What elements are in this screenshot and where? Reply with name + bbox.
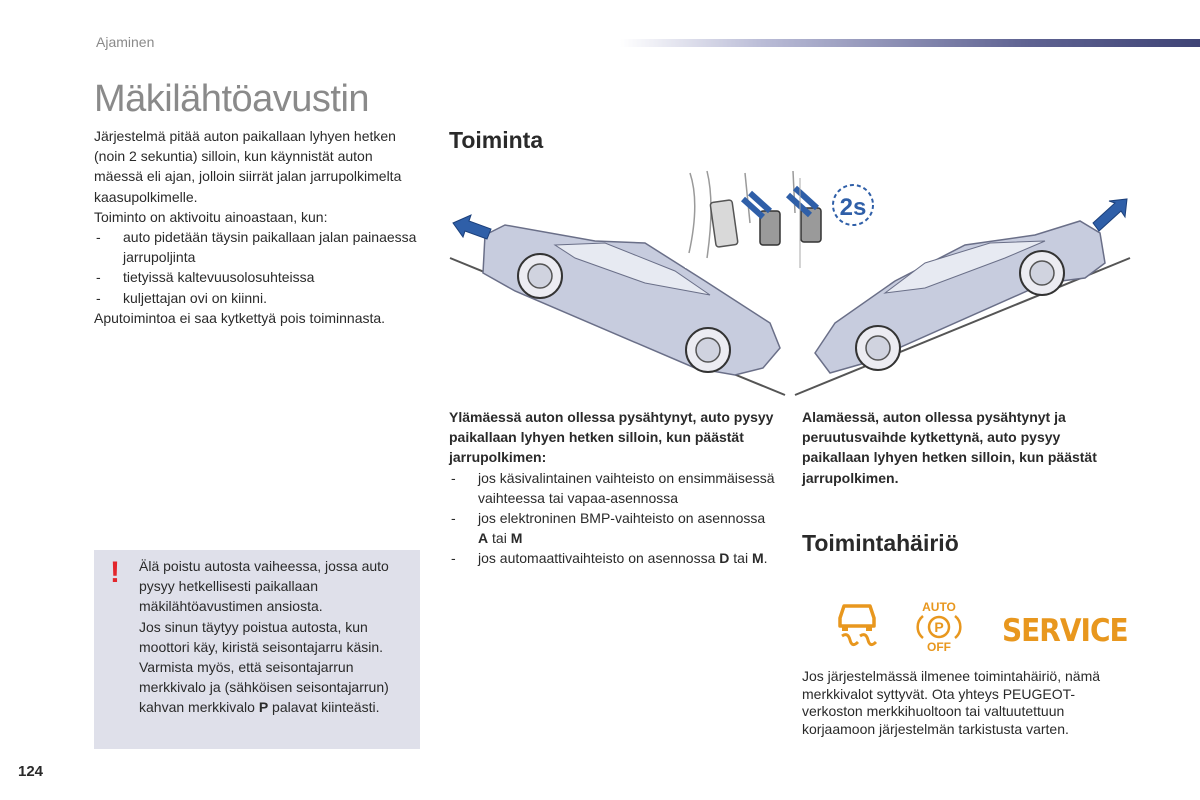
- uphill-item: - jos elektroninen BMP-vaihteisto on asennossa A tai M: [449, 508, 779, 548]
- timer-label: 2s: [839, 194, 867, 221]
- intro-paragraph-2: Toiminto on aktivoitu ainoastaan, kun:: [94, 208, 328, 225]
- section-heading-toimintahairio: Toimintahäiriö: [802, 530, 959, 556]
- fault-text: Jos järjestelmässä ilmenee toimintahäiriö, nämä merkkivalot syttyvät. Ota yhteys PEUGEOT-verkoston merkkihuoltoon tai valtuutettuun korjaamoon järjestelmän tarkistusta varten.: [802, 668, 1101, 737]
- warning-line-2: Jos sinun täytyy poistua autosta, kun moottori käy, kiristä seisontajarru käsin. Varmista myös, että seisontajarrun merkkivalo ja (sähköisen seisontajarrun) kahvan merkkivalo P palavat kiinteästi.: [139, 618, 389, 716]
- section-title: Ajaminen: [96, 34, 155, 50]
- section-heading-toiminta: Toiminta: [449, 127, 544, 153]
- exclamation-icon: !: [110, 556, 120, 589]
- off-label: OFF: [927, 640, 951, 652]
- condition-item: - auto pidetään täysin paikallaan jalan painaessa jarrupoljinta: [94, 227, 424, 267]
- skid-car-icon: [834, 602, 880, 648]
- intro-text: [94, 126, 424, 328]
- uphill-item: - jos automaattivaihteisto on asennossa D tai M.: [449, 548, 779, 568]
- auto-label: AUTO: [922, 600, 956, 614]
- warning-text: [139, 556, 411, 718]
- page-number: 124: [18, 763, 44, 780]
- intro-paragraph-1: Järjestelmä pitää auton paikallaan lyhyen hetken (noin 2 sekuntia) silloin, kun käynnistät auton mäessä eli ajan, jolloin siirrät jalan jarrupolkimelta kaasupolkimelle.: [94, 128, 402, 205]
- warning-line-1: Älä poistu autosta vaiheessa, jossa auto pysyy hetkellisesti paikallaan mäkilähtöavustimen ansiosta.: [139, 558, 389, 615]
- header-gradient-bar: [620, 39, 1200, 47]
- arrow-left-icon: [453, 215, 491, 239]
- intro-paragraph-3: Aputoimintoa ei saa kytkettyä pois toiminnasta.: [94, 309, 386, 326]
- page-title: Mäkilähtöavustin: [94, 78, 370, 120]
- downhill-caption: [802, 407, 1102, 488]
- timer-icon: [833, 185, 873, 225]
- pedals-inset: [685, 168, 875, 268]
- hill-start-illustration: [445, 163, 1135, 400]
- condition-item: - tietyissä kaltevuusolosuhteissa: [94, 267, 424, 287]
- uphill-item: - jos käsivalintainen vaihteisto on ensimmäisessä vaihteessa tai vapaa-asennossa: [449, 468, 779, 508]
- downhill-lead: Alamäessä, auton ollessa pysähtynyt ja peruutusvaihde kytkettynä, auto pysyy paikallaan lyhyen hetken silloin, kun päästät jarrupolkimen.: [802, 409, 1097, 486]
- condition-item: - kuljettajan ovi on kiinni.: [94, 288, 424, 308]
- p-label: P: [934, 619, 944, 635]
- service-warning-lamp: SERVICE: [1002, 612, 1128, 649]
- uphill-lead: Ylämäessä auton ollessa pysähtynyt, auto pysyy paikallaan lyhyen hetken silloin, kun päästät jarrupolkimen:: [449, 409, 774, 466]
- uphill-caption: [449, 407, 779, 569]
- auto-parking-brake-icon: [915, 600, 963, 652]
- arrow-right-icon: [1093, 199, 1127, 231]
